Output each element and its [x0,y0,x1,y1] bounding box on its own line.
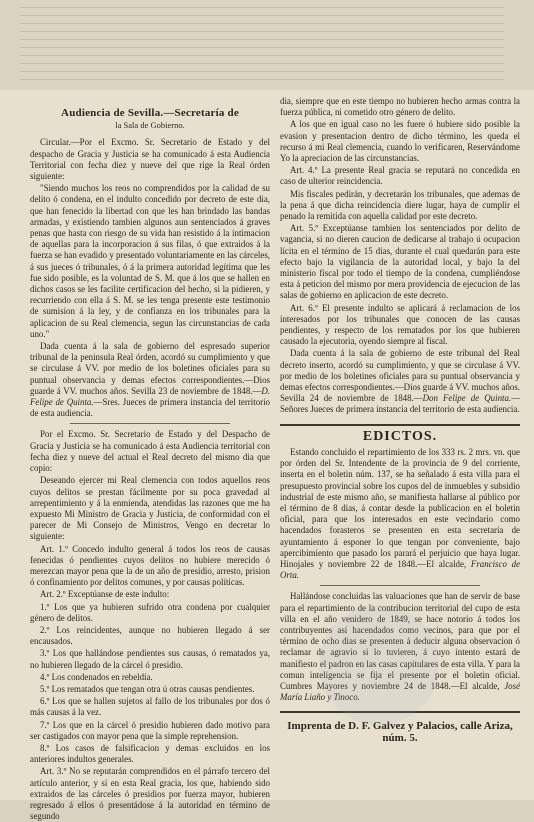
paragraph: Hallándose concluidas las valuaciones que han de servir de base para el repartimiento de la contribucion territorial del cupo de esta villa en el año venidero de 1849, se hace notorio á todos los contribuyentes así hacendados como vecinos, para que por el término de ocho dias se presenten á deducir alguna observacion ó reclamar de agravio si lo tuvieren, á cuyo intento estará de manifiesto el padron en las casas capitulares de esta villa. Y para la comun inteligencia se fija el presente por el boletin oficial. Cumbres Mayores y noviembre 24 de 1848.—El alcalde, José María Liaño y Tinoco. [280,591,521,703]
section-subtitle: la Sala de Gobierno. [115,120,185,131]
signature: Don Felipe de Quinta. [422,393,512,404]
paragraph: Art. 2.º Exceptúanse de este indulto: [40,589,170,600]
list-item: 6.º Los que se hallen sujetos al fallo de los tribunales por dos ó más causas á la vez. [30,696,270,718]
paragraph: Por el Excmo. Sr. Secretario de Estado y del Despacho de Gracia y Justicia se ha comunicado á esta Audiencia territorial con fecha diez y nueve del actual el Real decreto del mismo dia que copio: [30,429,270,474]
paragraph: Circular.—Por el Excmo. Sr. Secretario de Estado y del despacho de Gracia y Justicia se ha comunicado á esta Audiencia Territorial con fecha diez y nueve del que rige la Real órden siguiente: [30,137,270,182]
divider [70,423,230,424]
list-item: 1.º Los que ya hubieren sufrido otra condena por cualquier género de delitos. [30,601,270,623]
list-item: 2.º Los reincidentes, aunque no hubieren llegado á ser encausados. [30,624,270,647]
list-item: 3.º Los que hallándose pendientes sus causas, ó rematados ya, no hubieren llegado de la cárcel ó presidio. [30,648,270,670]
list-item: 4.º Los condenados en rebeldía. [40,671,153,682]
list-item: 8.º Los casos de falsificacion y demas excluidos en los anteriores indultos generales. [30,742,270,765]
list-item: 5.º Los rematados que tengan otra ú otras causas pendientes. [40,683,255,694]
paragraph: A los que en igual caso no les fuere ó hubiere sido posible la evasion y presentacion dentro de dicho término, les queda el recurso á mi Real clemencia, cuando lo verificaren, Reservándome Yo la apreciacion de las circunstancias. [280,119,520,164]
paragraph: dia, siempre que en este tiempo no hubieren hecho armas contra la fuerza pública, ni cometido otro género de delito. [280,96,520,118]
paragraph: "Siendo muchos los reos no comprendidos por la calidad de su delito ó condena, en el indulto concedido por decreto de este dia, que han fenecido la libertad con que les han brindado las bandas armadas, y existiendo tambien algunos aun sentenciados á graves penas que hasta con riesgo de su vida han resistido á la intimacion de aquellas para la incorporacion á sus filas, ó que extraidos á la fuerza se han evadido y presentado voluntariamente en las cárceles, á sus jueces ó tribunales, ó á la primera autoridad legítima que les fue sido posible, es la voluntad de S. M. que á los que se hallen en dichos casos se les facilite certificacion del hecho, si la pidieren, y recurriendo con ella á S. M. se les tenga presente este testimonio de sumision á la ley, y de confianza en los tribunales para la aplicacion de su Real clemencia, segun las circunstancias de cada uno." [30,183,271,339]
divider [280,424,520,426]
paragraph: Deseando ejercer mi Real clemencia con todos aquellos reos cuyos delitos se prestan fácilmente por su poca gravedad al arrepentimiento y á la enmienda, atendidas las razones que me ha expuesto Mi Ministro de Gracia y Justicia, de conformidad con el parecer de Mi Consejo de Ministros, Vengo en decretar lo siguiente: [30,475,270,542]
paragraph: Art. 1.º Concedo indulto general á todos los reos de causas fenecidas ó pendientes cuyos delitos no hubiere merecido ó merezcan mayor pena que la de un año de presidio, arresto, prision ó confinamiento por delitos comunes, y por causas políticas. [30,543,270,588]
paragraph: Art. 3.º No se reputarán comprendidos en el párrafo tercero del artículo anterior, y sí en esta Real gracia, los que, habiendo sido extraidos de las cárceles ó presidios por fuerza mayor, hubieren regresado á ellos ó presentádose á la autoridad en término de segundo [30,766,270,822]
signature: José María Liaño y Tinoco. [280,680,521,703]
paragraph: Art. 6.º El presente indulto se aplicará á reclamacion de los interesados por los tribunales que conocen de las causas pendientes, y respecto de los rematados por los que hubieren causado la ejecutoria, oyendo siempre al fiscal. [280,302,520,347]
divider [320,585,480,586]
paragraph: Estando concluido el repartimiento de los 333 rs. 2 mrs. vn. que por órden del Sr. Intendente de la provincia de 9 del corriente, inserta en el boletin núm. 137, se ha señalado á esta villa para el presupuesto provincial sobre los cupos del de inmuebles y subsidio industrial de este mismo año, se manifiesta hallarse al público por el término de 8 dias, á contar desde la publicacion en el boletin oficial, para que los interesados en este vecindario como hacendados forasteros se presenten en esta secretaría de ayuntamiento á esponer lo que tengan por conveniente, bajo apercibimiento que pasado los parará el perjuicio que haya lugar. Hinojales y noviembre 22 de 1848.—El alcalde, Francisco de Orta. [280,446,521,581]
right-column [280,96,520,800]
edictos-heading: EDICTOS. [362,428,438,444]
list-item: 7.º Los que en la cárcel ó presidio hubieren dado motivo para ser castigados con mayor pena que la simple reprehension. [30,719,270,741]
paragraph: Mis fiscales pedirán, y decretarán los tribunales, que ademas de la pena á que dicha reincidencia diere lugar, haya de cumplir el penado la remitida con aquella calidad por este decreto. [280,188,520,222]
signature: Francisco de Orta. [280,558,521,581]
paragraph: Dada cuenta á la sala de gobierno del espresado superior tribunal de la peninsula Real órden, acordó su cumplimiento y que se circulase á VV. por medio de los boletines oficiales para su puntual observancia y demas efectos correspondientes.—Dios guarde á VV. muchos años. Sevilla 23 de noviembre de 1848.—D. Felipe de Quinta.—Sres. Jueces de primera instancia del territorio de esta audiencia. [30,341,270,419]
bleed-through-previous-page [0,0,534,90]
divider [280,711,520,713]
paragraph: Art. 5.º Exceptúanse tambien los sentenciados por delito de vagancia, si no dieren caucion de dedicarse al trabajo ú ocupacion lícita en el término de 15 dias, durante el cual quedarán para este efecto bajo la vigilancia de la autoridad local, y bajo la del ministerio fiscal por todo el tiempo de la condena, cumpliéndose esta á peticion del mismo por mera providencia de ejecucion de las salas de gobierno en aplicacion de este decreto. [280,223,520,301]
printer-imprint: Imprenta de D. F. Galvez y Palacios, calle Ariza, núm. 5. [287,720,513,744]
left-column [30,96,271,822]
signature: D. Felipe de Quinta. [30,385,270,408]
paragraph: Art. 4.º La presente Real gracia se reputará no concedida en caso de ulterior reincidencia. [280,165,520,187]
columns [30,96,521,822]
section-title: Audiencia de Sevilla.—Secretaría de [61,107,239,119]
paragraph: Dada cuenta á la sala de gobierno de este tribunal del Real decreto inserto, acordó su cumplimiento, y que se circulase á VV. por medio de los boletines oficiales para su puntual observancia y demas efectos correspondientes.—Dios guarde á VV. muchos años. Sevilla 24 de noviembre de 1848.—Don Felipe de Quinta.—Señores Jueces de primera instancia del territorio de esta audiencia. [280,348,521,415]
